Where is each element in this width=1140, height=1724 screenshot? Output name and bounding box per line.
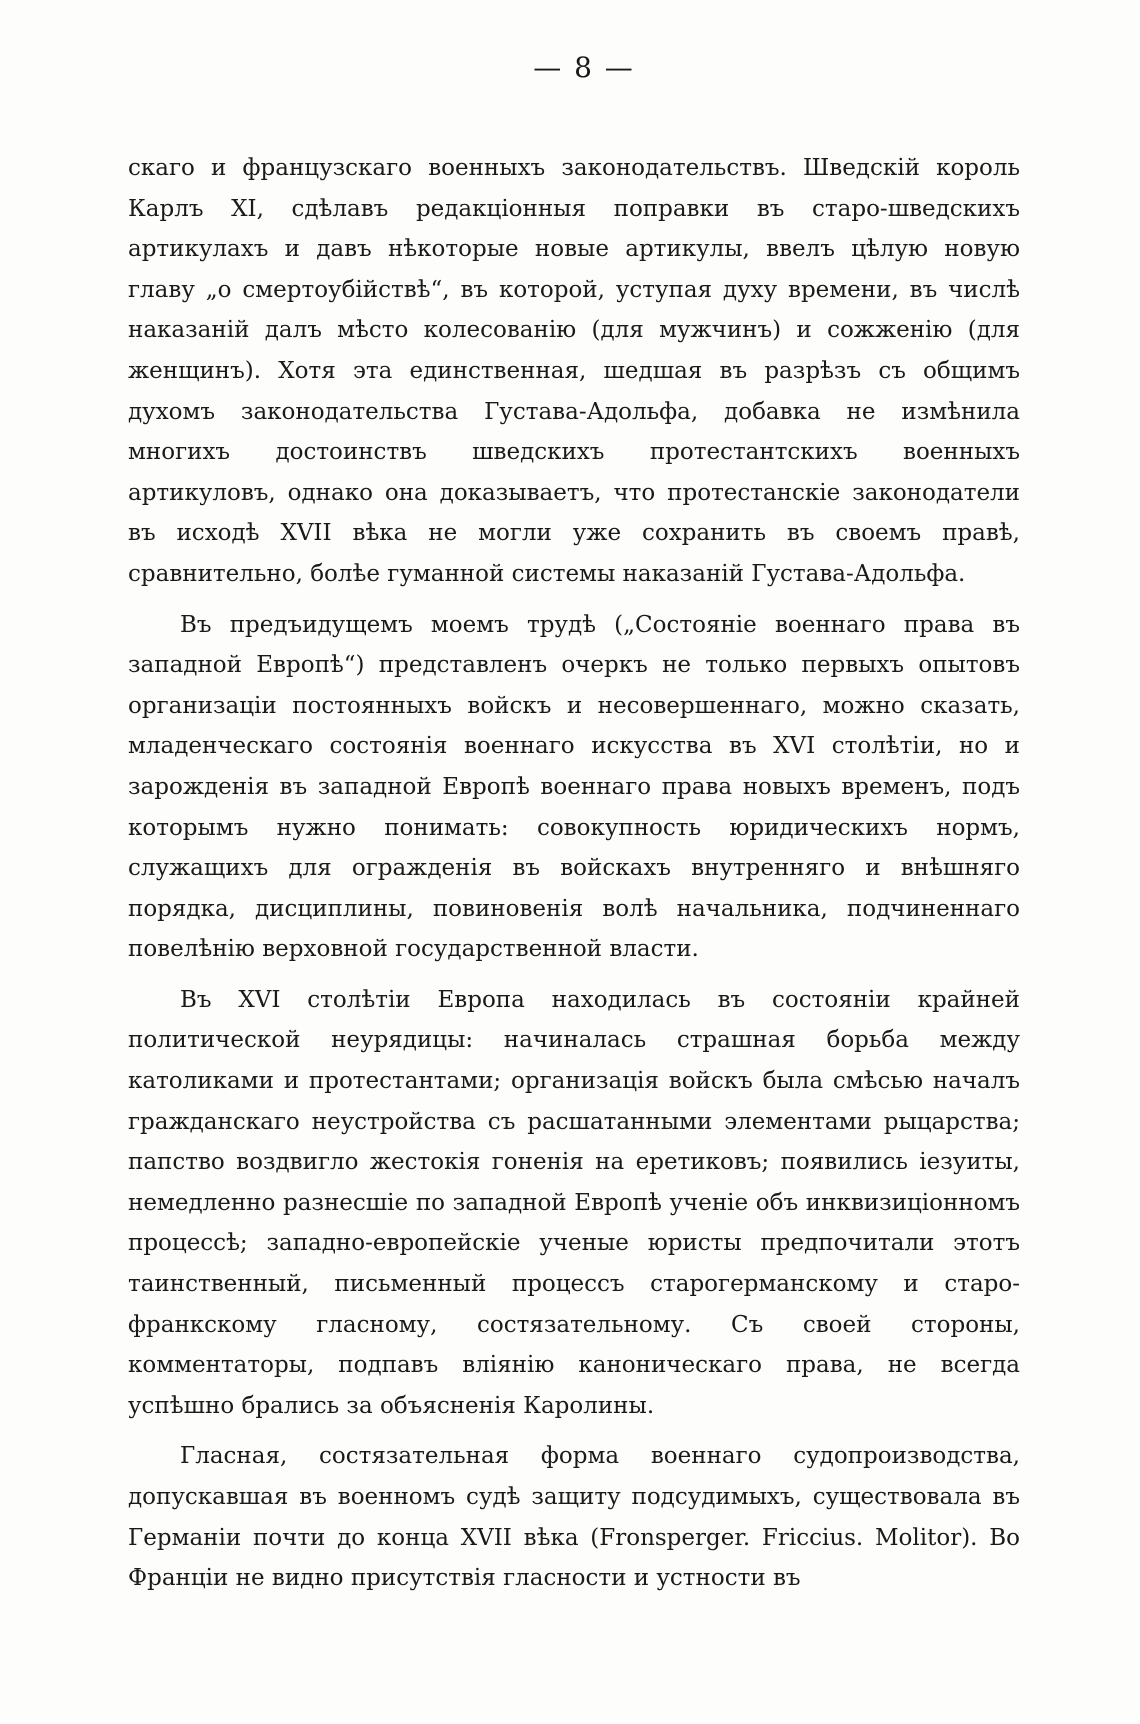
page-number: — 8 — bbox=[533, 51, 635, 84]
paragraph-4: Гласная, состязательная форма военнаго судопроизводства, допускавшая въ военномъ судѣ защиту подсудимыхъ, существовала въ Германіи почти до конца XVII вѣка (Fronsperger. Friccius. Molitor). Во Франціи не видно присутствія гласности и устности въ bbox=[128, 1443, 1020, 1592]
paragraph-1: скаго и французскаго военныхъ законодательствъ. Шведскій король Карлъ XI, сдѣлавъ редакціонныя поправки въ старо-шведскихъ артикулахъ и давъ нѣкоторые новые артикулы, ввелъ цѣлую новую главу „о смертоубійствѣ“, въ которой, уступая духу времени, въ числѣ наказаній далъ мѣсто колесованію (для мужчинъ) и сожженію (для женщинъ). Хотя эта единственная, шедшая въ разрѣзъ съ общимъ духомъ законодательства Густава-Адольфа, добавка не измѣнила многихъ достоинствъ шведскихъ протестантскихъ военныхъ артикуловъ, однако она доказываетъ, что протестанскіе законодатели въ исходѣ XVII вѣка не могли уже сохранить въ своемъ правѣ, сравнительно, болѣе гуманной системы наказаній Густава-Адольфа. bbox=[128, 155, 1020, 587]
paragraph-2: Въ предъидущемъ моемъ трудѣ („Состояніе военнаго права въ западной Европѣ“) представленъ очеркъ не только первыхъ опытовъ организаціи постоянныхъ войскъ и несовершеннаго, можно сказать, младенческаго состоянія военнаго искусства въ XVI столѣтіи, но и зарожденія въ западной Европѣ военнаго права новыхъ временъ, подъ которымъ нужно понимать: совокупность юридическихъ нормъ, служащихъ для огражденія въ войскахъ внутренняго и внѣшняго порядка, дисциплины, повиновенія волѣ начальника, подчиненнаго повелѣнію верховной государственной власти. bbox=[128, 611, 1020, 963]
document-page bbox=[128, 40, 1020, 1609]
paragraph-3: Въ XVI столѣтіи Европа находилась въ состояніи крайней политической неурядицы: начиналась страшная борьба между католиками и протестантами; организація войскъ была смѣсью началъ гражданскаго неустройства съ расшатанными элементами рыцарства; папство воздвигло жестокія гоненія на еретиковъ; появились іезуиты, немедленно разнесшіе по западной Европѣ ученіе объ инквизиціонномъ процессѣ; западно-европейскіе ученые юристы предпочитали этотъ таинственный, письменный процессъ старогерманскому и старо-франкскому гласному, состязательному. Съ своей стороны, комментаторы, подпавъ вліянію каноническаго права, не всегда успѣшно брались за объясненія Каролины. bbox=[128, 986, 1020, 1419]
